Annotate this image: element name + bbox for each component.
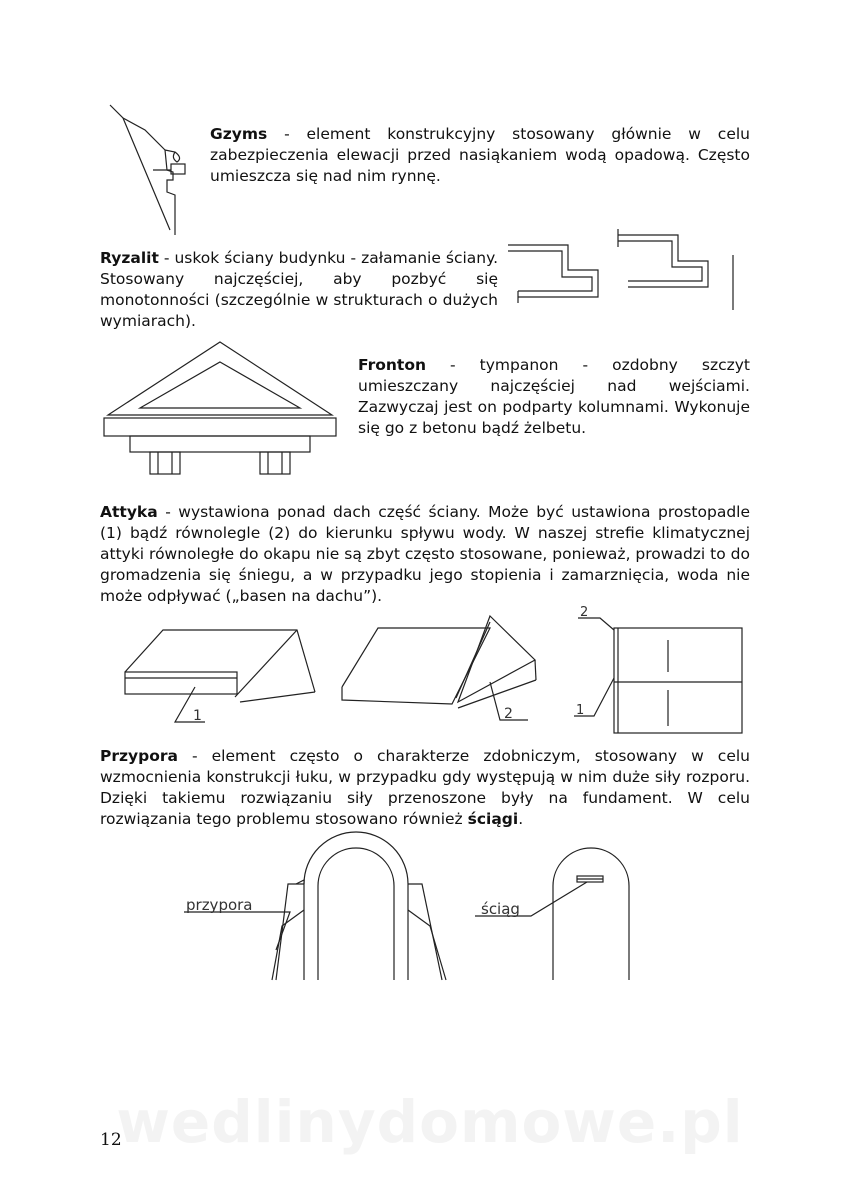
fronton-term: Fronton xyxy=(358,356,427,374)
przypora-paragraph xyxy=(100,746,750,830)
attyka-label-2: 2 xyxy=(504,706,513,722)
przypora-term: Przypora xyxy=(100,747,178,765)
przypora-buttress-drawing xyxy=(180,840,460,985)
gzyms-text: - element konstrukcyjny stosowany głównie w celu zabezpieczenia elewacji przed nasiąkaniem wodą opadową. Często umieszcza się nad nim rynnę. xyxy=(210,125,750,185)
fronton-drawing xyxy=(100,340,340,480)
attyka-label-1: 1 xyxy=(193,708,202,724)
przypora-text: - element często o charakterze zdobniczym, stosowany w celu wzmocnienia konstrukcji łuku, w przypadku gdy występują w nim duże siły rozporu. Dzięki takiemu rozwiązaniu siły przenoszone były na fundament. W celu rozwiązania tego problemu stosowano również xyxy=(100,747,750,828)
attyka-parallel-drawing xyxy=(340,612,550,737)
attyka-term: Attyka xyxy=(100,503,158,521)
attyka-paragraph xyxy=(100,502,750,607)
ryzalit-term: Ryzalit xyxy=(100,249,159,267)
fronton-text: - tympanon - ozdobny szczyt umieszczany najczęściej nad wejściami. Zazwyczaj jest on podparty kolumnami. Wykonuje się go z betonu bądź żelbetu. xyxy=(358,356,750,437)
ryzalit-drawing xyxy=(508,225,748,310)
attyka-elevation-drawing xyxy=(570,605,750,738)
attyka-perpendicular-drawing xyxy=(115,622,325,737)
sciag-tie-drawing xyxy=(465,840,635,985)
attyka-elev-label-2: 2 xyxy=(580,605,589,620)
przypora-label: przypora xyxy=(186,896,253,914)
attyka-text: - wystawiona ponad dach część ściany. Może być ustawiona prostopadle (1) bądź równolegle (2) do kierunku spływu wody. W naszej strefie klimatycznej attyki równoległe do okapu nie są zbyt często stosowane, ponieważ, prowadzi to do gromadzenia się śniegu, a w przypadku jego stopienia i zamarznięcia, woda nie może odpływać („basen na dachu”). xyxy=(100,503,750,605)
watermark: wedlinydomowe.pl xyxy=(116,1088,744,1156)
attyka-elev-label-1: 1 xyxy=(576,703,585,718)
ryzalit-paragraph xyxy=(100,248,498,332)
gzyms-term: Gzyms xyxy=(210,125,268,143)
sciag-label: ściąg xyxy=(481,900,520,918)
gzyms-cornice-drawing xyxy=(105,100,195,235)
fronton-paragraph xyxy=(358,355,750,439)
ryzalit-text: - uskok ściany budynku - załamanie ściany. Stosowany najczęściej, aby pozbyć się monotonności (szczególnie w strukturach o dużych wymiarach). xyxy=(100,249,498,330)
sciagi-term: ściągi xyxy=(467,810,519,828)
page-number: 12 xyxy=(100,1130,122,1150)
przypora-end: . xyxy=(518,810,524,828)
gzyms-paragraph xyxy=(210,124,750,187)
